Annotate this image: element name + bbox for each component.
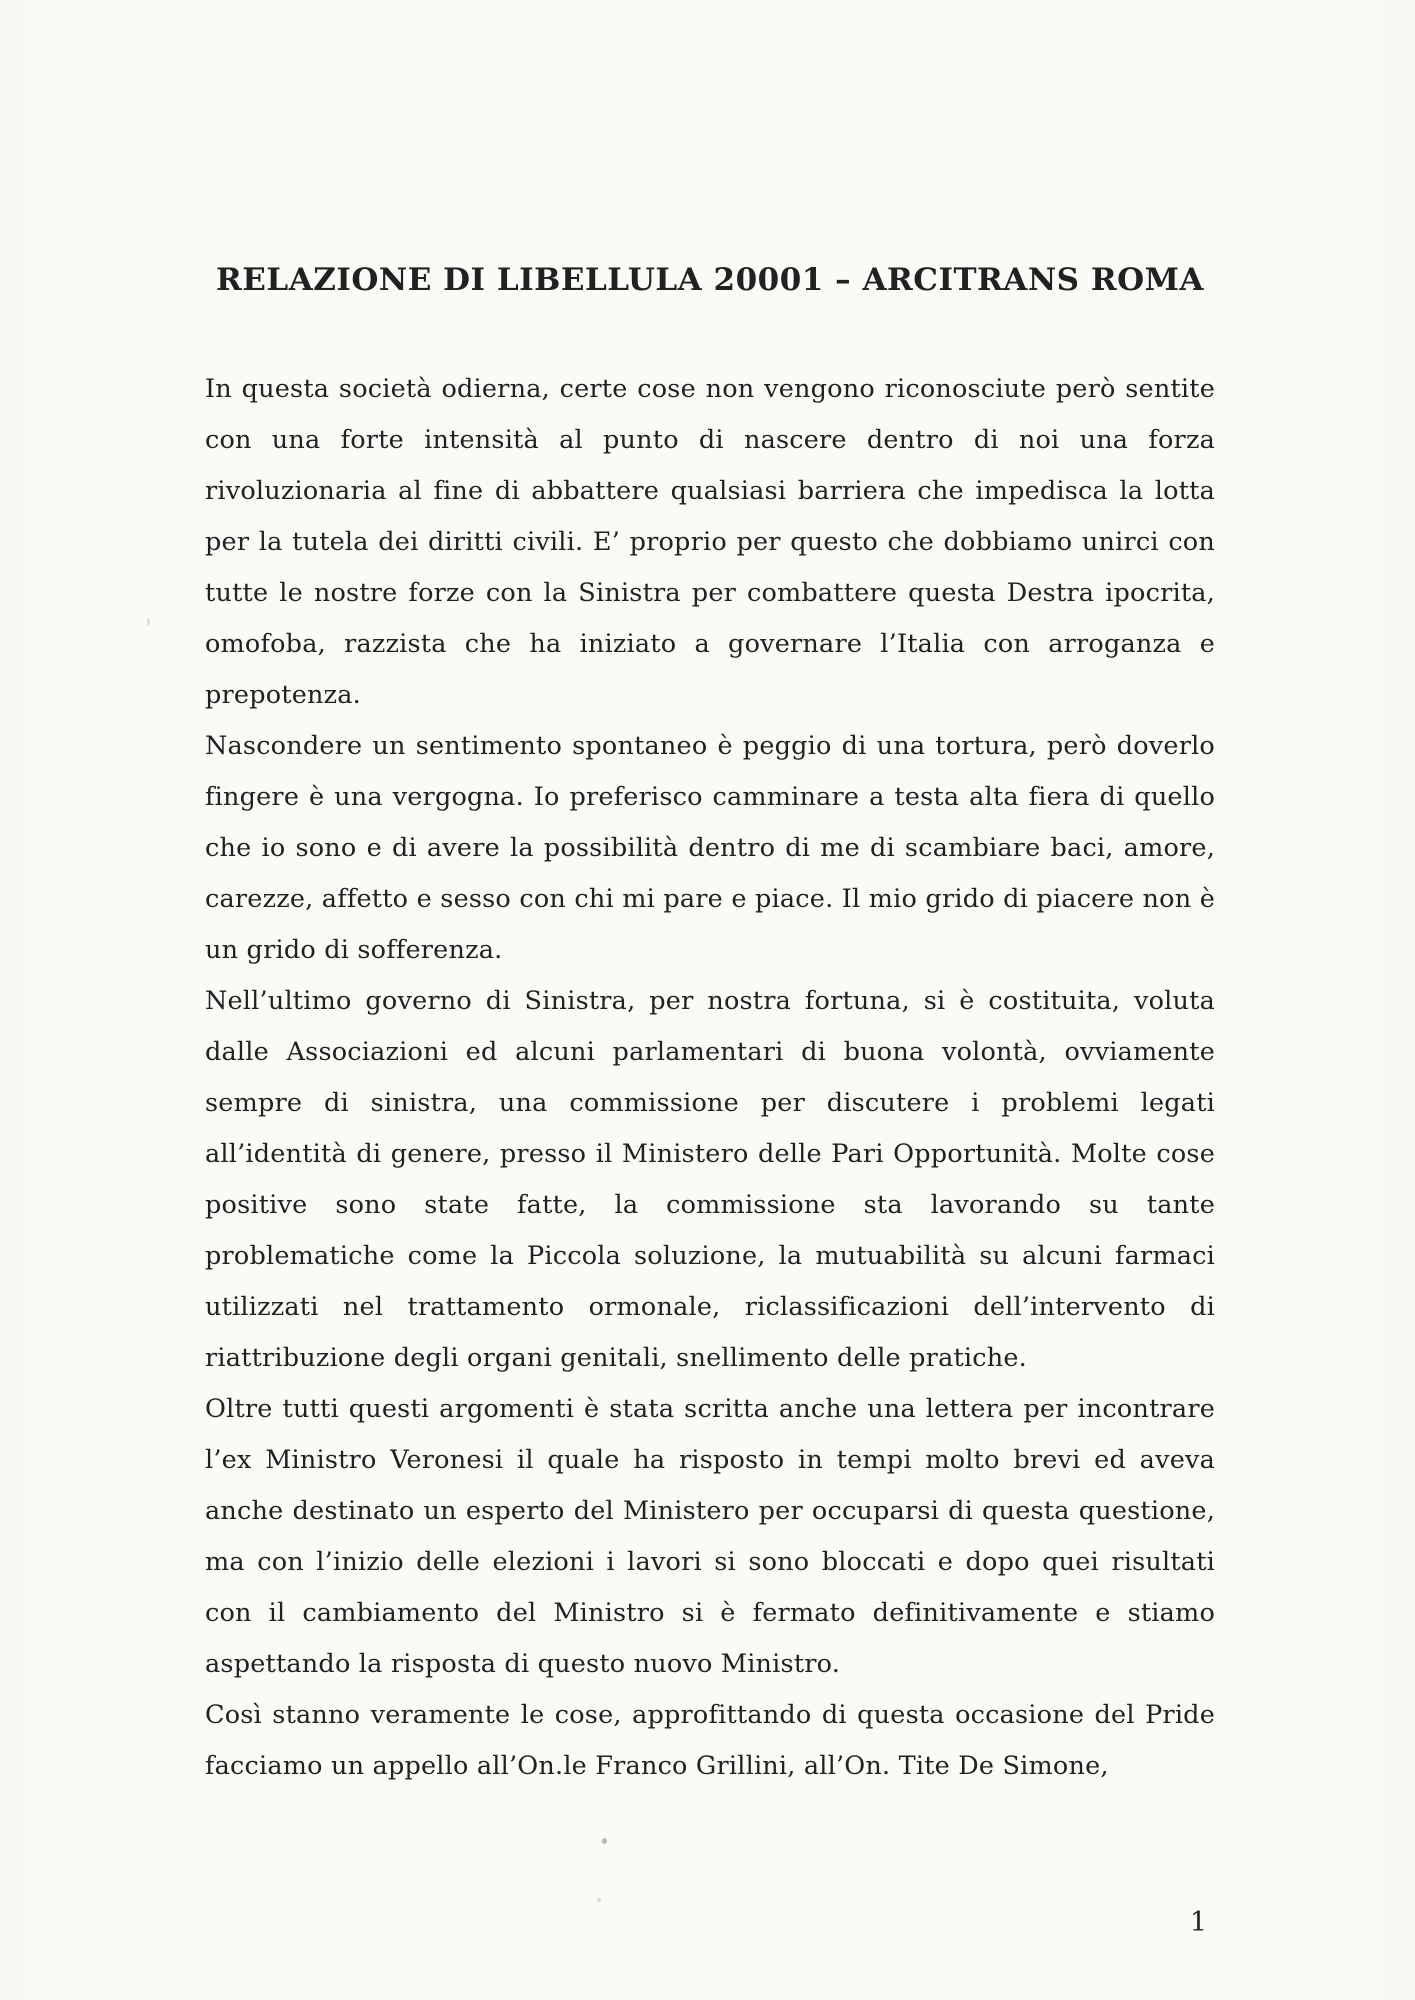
- paragraph: Oltre tutti questi argomenti è stata scritta anche una lettera per incontrare l’ex Ministro Veronesi il quale ha risposto in tempi molto brevi ed aveva anche destinato un esperto del Ministero per occuparsi di questa questione, ma con l’inizio delle elezioni i lavori si sono bloccati e dopo quei risultati con il cambiamento del Ministro si è fermato definitivamente e stiamo aspettando la risposta di questo nuovo Ministro.: [205, 1394, 1215, 1679]
- document-body: [205, 364, 1215, 1792]
- page-number: 1: [1189, 1907, 1207, 1938]
- document-title: RELAZIONE DI LIBELLULA 20001 – ARCITRANS ROMA: [216, 262, 1204, 298]
- paragraph: Nell’ultimo governo di Sinistra, per nostra fortuna, si è costituita, voluta dalle Associazioni ed alcuni parlamentari di buona volontà, ovviamente sempre di sinistra, una commissione per discutere i problemi legati all’identità di genere, presso il Ministero delle Pari Opportunità. Molte cose positive sono state fatte, la commissione sta lavorando su tante problematiche come la Piccola soluzione, la mutuabilità su alcuni farmaci utilizzati nel trattamento ormonale, riclassificazioni dell’intervento di riattribuzione degli organi genitali, snellimento delle pratiche.: [205, 986, 1215, 1373]
- paragraph: In questa società odierna, certe cose non vengono riconosciute però sentite con una forte intensità al punto di nascere dentro di noi una forza rivoluzionaria al fine di abbattere qualsiasi barriera che impedisca la lotta per la tutela dei diritti civili. E’ proprio per questo che dobbiamo unirci con tutte le nostre forze con la Sinistra per combattere questa Destra ipocrita, omofoba, razzista che ha iniziato a governare l’Italia con arroganza e prepotenza.: [205, 374, 1215, 710]
- scan-speck: [597, 1898, 601, 1902]
- paragraph: Nascondere un sentimento spontaneo è peggio di una tortura, però doverlo fingere è una vergogna. Io preferisco camminare a testa alta fiera di quello che io sono e di avere la possibilità dentro di me di scambiare baci, amore, carezze, affetto e sesso con chi mi pare e piace. Il mio grido di piacere non è un grido di sofferenza.: [205, 731, 1215, 965]
- scan-speck: [602, 1838, 607, 1844]
- scan-speck: [147, 618, 150, 626]
- paragraph: Così stanno veramente le cose, approfittando di questa occasione del Pride facciamo un appello all’On.le Franco Grillini, all’On. Tite De Simone,: [205, 1700, 1215, 1781]
